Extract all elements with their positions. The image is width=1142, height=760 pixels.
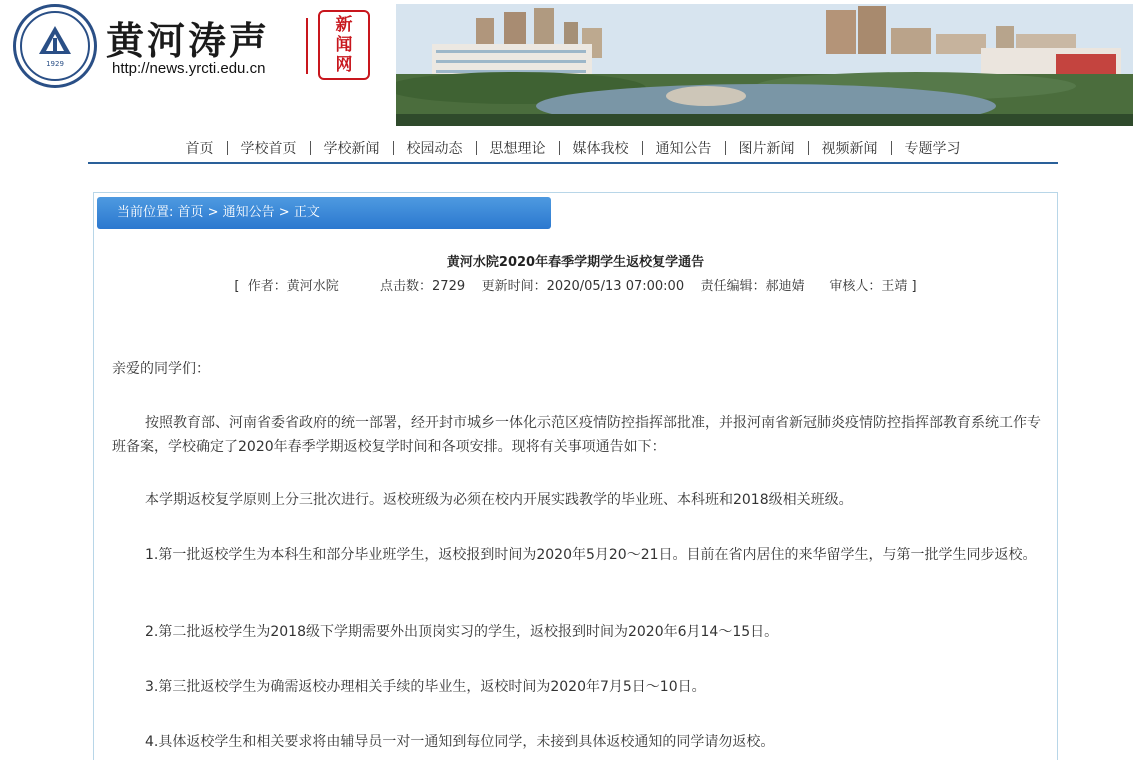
nav-school-home[interactable]: 学校首页 xyxy=(240,141,297,157)
news-seal-char: 闻 xyxy=(335,35,353,55)
article-paragraph: 2.第二批返校学生为2018级下学期需要外出顶岗实习的学生，返校报到时间为2020年6月14～15日。 xyxy=(145,624,779,640)
news-seal-logo xyxy=(318,10,370,80)
nav-school-news[interactable]: 学校新闻 xyxy=(323,141,380,157)
nav-notices[interactable]: 通知公告 xyxy=(655,141,712,157)
article-paragraph: 按照教育部、河南省委省政府的统一部署，经开封市城乡一体化示范区疫情防控指挥部批准，并报河南省新冠肺炎疫情防控指挥部教育系统工作专班备案，学校确定了2020年春季学期返校复学时间和各项安排。现将有关事项通告如下： xyxy=(112,415,1041,455)
brand-divider xyxy=(306,18,308,74)
article-meta: [ 作者：黄河水院 点击数：2729 更新时间：2020/05/13 07:00:00 责任编辑：郝迪婧 审核人：王靖 ] xyxy=(234,279,917,294)
article-title: 黄河水院2020年春季学期学生返校复学通告 xyxy=(446,255,705,270)
site-url: http://news.yrcti.edu.cn xyxy=(112,60,266,77)
article-container xyxy=(93,192,1058,760)
campus-photo xyxy=(396,4,1133,126)
nav-campus-updates[interactable]: 校园动态 xyxy=(406,141,463,157)
breadcrumb[interactable]: 当前位置: 首页 > 通知公告 > 正文 xyxy=(97,197,551,229)
logo-year: 1929 xyxy=(46,60,64,68)
nav-topic-study[interactable]: 专题学习 xyxy=(904,141,961,157)
campus-banner-image xyxy=(396,4,1133,126)
nav-video-news[interactable]: 视频新闻 xyxy=(821,141,878,157)
logo-emblem xyxy=(20,11,90,81)
site-brand-title[interactable]: 黄河涛声 xyxy=(106,18,271,63)
news-seal-char: 网 xyxy=(335,55,353,75)
article-paragraph: 4.具体返校学生和相关要求将由辅导员一对一通知到每位同学，未接到具体返校通知的同学请勿返校。 xyxy=(145,734,775,750)
school-logo[interactable] xyxy=(13,4,97,88)
article-paragraph: 1.第一批返校学生为本科生和部分毕业班学生，返校报到时间为2020年5月20～21日。目前在省内居住的来华留学生，与第一批学生同步返校。 xyxy=(145,547,1037,563)
article-paragraph: 本学期返校复学原则上分三批次进行。返校班级为必须在校内开展实践教学的毕业班、本科班和2018级相关班级。 xyxy=(145,492,853,508)
nav-ideology-theory[interactable]: 思想理论 xyxy=(489,141,546,157)
main-nav xyxy=(88,134,1058,164)
logo-emblem-icon xyxy=(36,24,74,58)
news-seal-char: 新 xyxy=(335,15,353,35)
article-greeting: 亲爱的同学们： xyxy=(112,361,210,377)
article-paragraph: 3.第三批返校学生为确需返校办理相关手续的毕业生，返校时间为2020年7月5日～10日。 xyxy=(145,679,706,695)
nav-photo-news[interactable]: 图片新闻 xyxy=(738,141,795,157)
nav-media-coverage[interactable]: 媒体我校 xyxy=(572,141,629,157)
site-header xyxy=(0,0,1142,130)
nav-home[interactable]: 首页 xyxy=(185,141,214,157)
